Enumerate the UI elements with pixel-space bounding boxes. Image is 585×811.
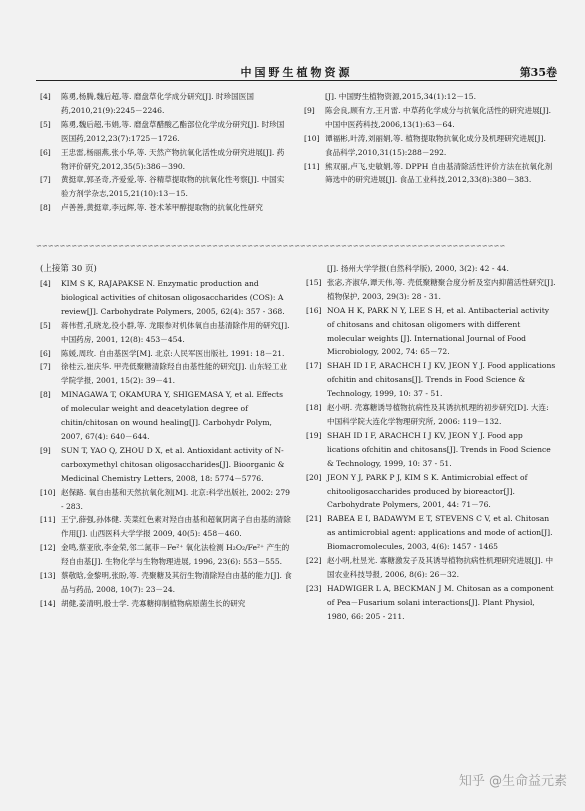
reference-text: 赵小明. 壳寡糖诱导植物抗病性及其诱抗机理的初步研究[D]. 大连:中国科学院大连化学物理研究所, 2006: 119－132. [327, 403, 549, 426]
reference-item [306, 512, 556, 554]
reference-text: 黄挺章,郭圣奇,齐爱爱,等. 谷精草提取物的抗氧化性考察[J]. 中国实验方剂学杂志,2015,21(10):13－15. [61, 175, 285, 199]
reference-text: 蔡敬晗,金黎明,张盼,等. 壳聚糖及其衍生物清除羟自由基的能力[J]. 食品与药品, 2008, 10(7): 23－24. [61, 571, 292, 594]
reference-number: [7] [40, 362, 51, 372]
reference-number: [10] [40, 487, 56, 497]
reference-item [40, 146, 290, 174]
reference-text: 熊双丽,卢飞,史敏娟,等. DPPH 自由基清除活性评价方法在抗氧化剂筛选中的研究进展[J]. 食品工业科技,2012,33(8):380－383. [325, 161, 553, 185]
reference-item [40, 347, 292, 361]
reference-item [306, 554, 556, 582]
reference-list-top-left [40, 90, 290, 215]
reference-text: 张宓,齐淑华,谭天伟,等. 壳低聚糖聚合度分析及室内抑菌活性研究[J]. 植物保护, 2003, 29(3): 28 - 31. [327, 277, 556, 301]
reference-text: 王宁,薛强,孙体健. 芙菜红色素对羟自由基和超氧阴离子自由基的清除作用[J]. 山西医科大学学报 2009, 40(5): 458－460. [61, 515, 291, 539]
reference-text: MINAGAWA T, OKAMURA Y, SHIGEMASA Y, et al. Effects of molecular weight and deacetylation degree of chitin/chitosan on wound healing[J]. Carbohydr Polym, 2007, 67(4): 640－644. [61, 390, 284, 441]
reference-item [40, 513, 292, 541]
reference-item [40, 173, 290, 201]
reference-number: [13] [40, 571, 56, 581]
reference-item [40, 118, 290, 146]
reference-number: [12] [40, 543, 56, 553]
reference-number: [8] [40, 203, 51, 213]
reference-text: JEON Y J, PARK P J, KIM S K. Antimicrobial effect of chitooligosaccharides produced by bioreactor[J]. Carbohydrate Polymers, 2001, 44: 71－76. [327, 472, 528, 510]
reference-number: [6] [40, 147, 51, 157]
reference-number: [7] [40, 175, 51, 185]
continued-from-label: (上接第 30 页) [40, 264, 97, 274]
reference-item [306, 429, 556, 471]
reference-number: [22] [306, 556, 322, 566]
reference-text: NOA H K, PARK N Y, LEE S H, et al. Antibacterial activity of chitosans and chitosan oligomers with different molecular weights [J]. International Journal of Food Microbiology, 2002, 74: 65－72. [327, 305, 550, 357]
reference-text: 赵小明,杜昱光. 寡糖激发子及其诱导植物抗病性机理研究进展[J]. 中国农业科技导报, 2006, 8(6): 26－32. [327, 556, 554, 579]
running-header [36, 62, 557, 81]
reference-item [40, 90, 290, 118]
reference-number: [5] [40, 119, 51, 129]
reference-item [304, 104, 554, 132]
reference-number: [4] [40, 92, 51, 101]
reference-number: [9] [40, 445, 51, 455]
reference-text: 陈勇,魏后超,韦娟,等. 磨盘草醋酸乙酯部位化学成分研究[J]. 时珍国医国药,2012,23(7):1725－1726. [61, 119, 285, 143]
ornamental-divider: ∽∽∽∽∽∽∽∽∽∽∽∽∽∽∽∽∽∽∽∽∽∽∽∽∽∽∽∽∽∽∽∽∽∽∽∽∽∽∽∽∽∽∽∽∽∽∽∽∽∽∽∽∽∽∽∽∽∽∽∽∽∽∽∽∽∽∽∽∽∽∽∽∽∽∽∽∽∽∽∽ [36, 242, 506, 250]
reference-text: KIM S K, RAJAPAKSE N. Enzymatic production and biological activities of chitosan oligosaccharides (COS): A review[J]. Carbohydrate Polymers, 2005, 62(4): 357 - 368. [61, 279, 285, 316]
reference-number: [9] [304, 105, 315, 115]
reference-item [40, 541, 292, 569]
reference-text: 赵保路. 氧自由基和天然抗氧化剂[M]. 北京:科学出版社, 2002: 279 - 283. [61, 487, 291, 511]
reference-item [40, 360, 292, 388]
reference-text: RABEA E I, BADAWYM E T, STEVENS C V, et al. Chitosan as antimicrobial agent: applications and mode of action[J]. Biomacromolecules, 2003, 4(6): 1457 - 1465 [327, 514, 553, 552]
reference-item [306, 276, 556, 304]
reference-number: [23] [306, 583, 322, 593]
reference-text: [J]. 中国野生植物资源,2015,34(1):12－15. [325, 92, 477, 101]
reference-number: [10] [304, 133, 320, 143]
reference-item [40, 569, 292, 597]
reference-text: 陈勇,杨腾,魏后超,等. 磨盘草化学成分研究[J]. 时珍国医国药,2010,21(9):2245－2246. [61, 92, 254, 115]
reference-text: 徐桂云,崔庆华. 甲壳低聚糖清除羟自由基性能的研究[J]. 山东轻工业学院学报, 2001, 15(2): 39－41. [61, 362, 288, 386]
reference-item-continued [304, 90, 554, 104]
reference-item [304, 132, 554, 160]
reference-text: 谭福彬,叶涛,刘丽娟,等. 植物提取物抗氧化成分及机理研究进展[J]. 食品科学,2010,31(15):288－292. [325, 133, 546, 157]
reference-number: [8] [40, 390, 51, 400]
reference-item [40, 277, 292, 319]
source-watermark: 知乎 @生命益元素 [458, 774, 567, 789]
reference-item [306, 304, 556, 360]
reference-item [40, 444, 292, 486]
reference-number: [11] [304, 161, 320, 171]
reference-number: [11] [40, 515, 56, 525]
reference-number: [16] [306, 305, 322, 315]
reference-item [306, 401, 556, 429]
reference-item [40, 319, 292, 347]
reference-number: [21] [306, 514, 322, 524]
reference-item [40, 388, 292, 444]
reference-list-top-right [304, 90, 554, 187]
reference-list-bottom-right [306, 262, 556, 624]
reference-text: 陈会良,顾有方,王月雷. 中草药化学成分与抗氧化活性的研究进展[J]. 中国中医药科技,2006,13(1):63－64. [325, 105, 552, 129]
reference-text: 王忠雷,杨丽燕,张小华,等. 天然产物抗氧化活性成分研究进展[J]. 药物评价研究,2012,35(5):386－390. [61, 147, 285, 171]
reference-text: SHAH ID I F, ARACHCH I J KV, JEON Y J. Food applications ofchitin and chitosans[J]. Trends in Food Science & Technology, 1999, 10: 37 - 51. [327, 361, 556, 399]
reference-number: [14] [40, 598, 56, 608]
reference-item-continued [306, 262, 556, 276]
reference-item [306, 471, 556, 513]
reference-text: 蒋伟哲,孔晓龙,役小群,等. 龙眼参对机体氧自由基清除作用的研究[J]. 中国药房, 2001, 12(8): 453－454. [61, 320, 290, 344]
volume-number: 第35卷 [519, 66, 557, 79]
reference-item [40, 597, 292, 611]
reference-number: [19] [306, 430, 322, 440]
reference-text: [J]. 扬州大学学报(自然科学版), 2000, 3(2): 42 - 44. [327, 264, 509, 273]
reference-list-bottom-left [40, 262, 292, 611]
reference-text: 胡健,姜清明,殷士学. 壳寡糖抑制植物病原菌生长的研究 [61, 598, 246, 608]
reference-number: [20] [306, 472, 322, 482]
reference-item [40, 201, 290, 215]
reference-number: [15] [306, 277, 322, 287]
reference-text: SUN T, YAO Q, ZHOU D X, et al. Antioxidant activity of N-carboxymethyl chitosan oligosaccharides[J]. Bioorganic & Medicinal Chemistry Letters, 2008, 18: 5774－5776. [61, 445, 285, 483]
reference-text: SHAH ID I F, ARACHCH I J KV, JEON Y J. Food app lications ofchitin and chitosans[J]. Trends in Food Science & Technology, 1999, 10: 37 - 51. [327, 430, 551, 468]
reference-number: [18] [306, 403, 322, 413]
reference-item [40, 486, 292, 514]
reference-number: [6] [40, 348, 51, 358]
journal-title: 中国野生植物资源 [240, 66, 353, 79]
reference-number: [4] [40, 279, 51, 288]
reference-number: [5] [40, 320, 51, 330]
reference-text: 金鸣,蔡亚欣,李金荣,邻二氮菲－Fe²⁺ 氧化法检测 H₂O₂/Fe²⁺ 产生的羟自由基[J]. 生物化学与生物物理进展, 1996, 23(6): 553－555. [61, 543, 290, 567]
reference-item [304, 160, 554, 188]
reference-text: 陈媛,周玫. 自由基医学[M]. 北京:人民军医出版社, 1991: 18－21. [61, 348, 285, 358]
reference-number: [17] [306, 361, 322, 371]
reference-item [306, 359, 556, 401]
reference-text: 卢善善,黄挺章,李远辉,等. 苍术苯甲醇提取物的抗氧化性研究 [61, 203, 263, 213]
reference-item [306, 582, 556, 624]
reference-text: HADWIGER L A, BECKMAN J M. Chitosan as a component of Pea－Fusarium solani interactions[J]. Plant Physiol, 1980, 66: 205 - 211. [327, 583, 554, 621]
